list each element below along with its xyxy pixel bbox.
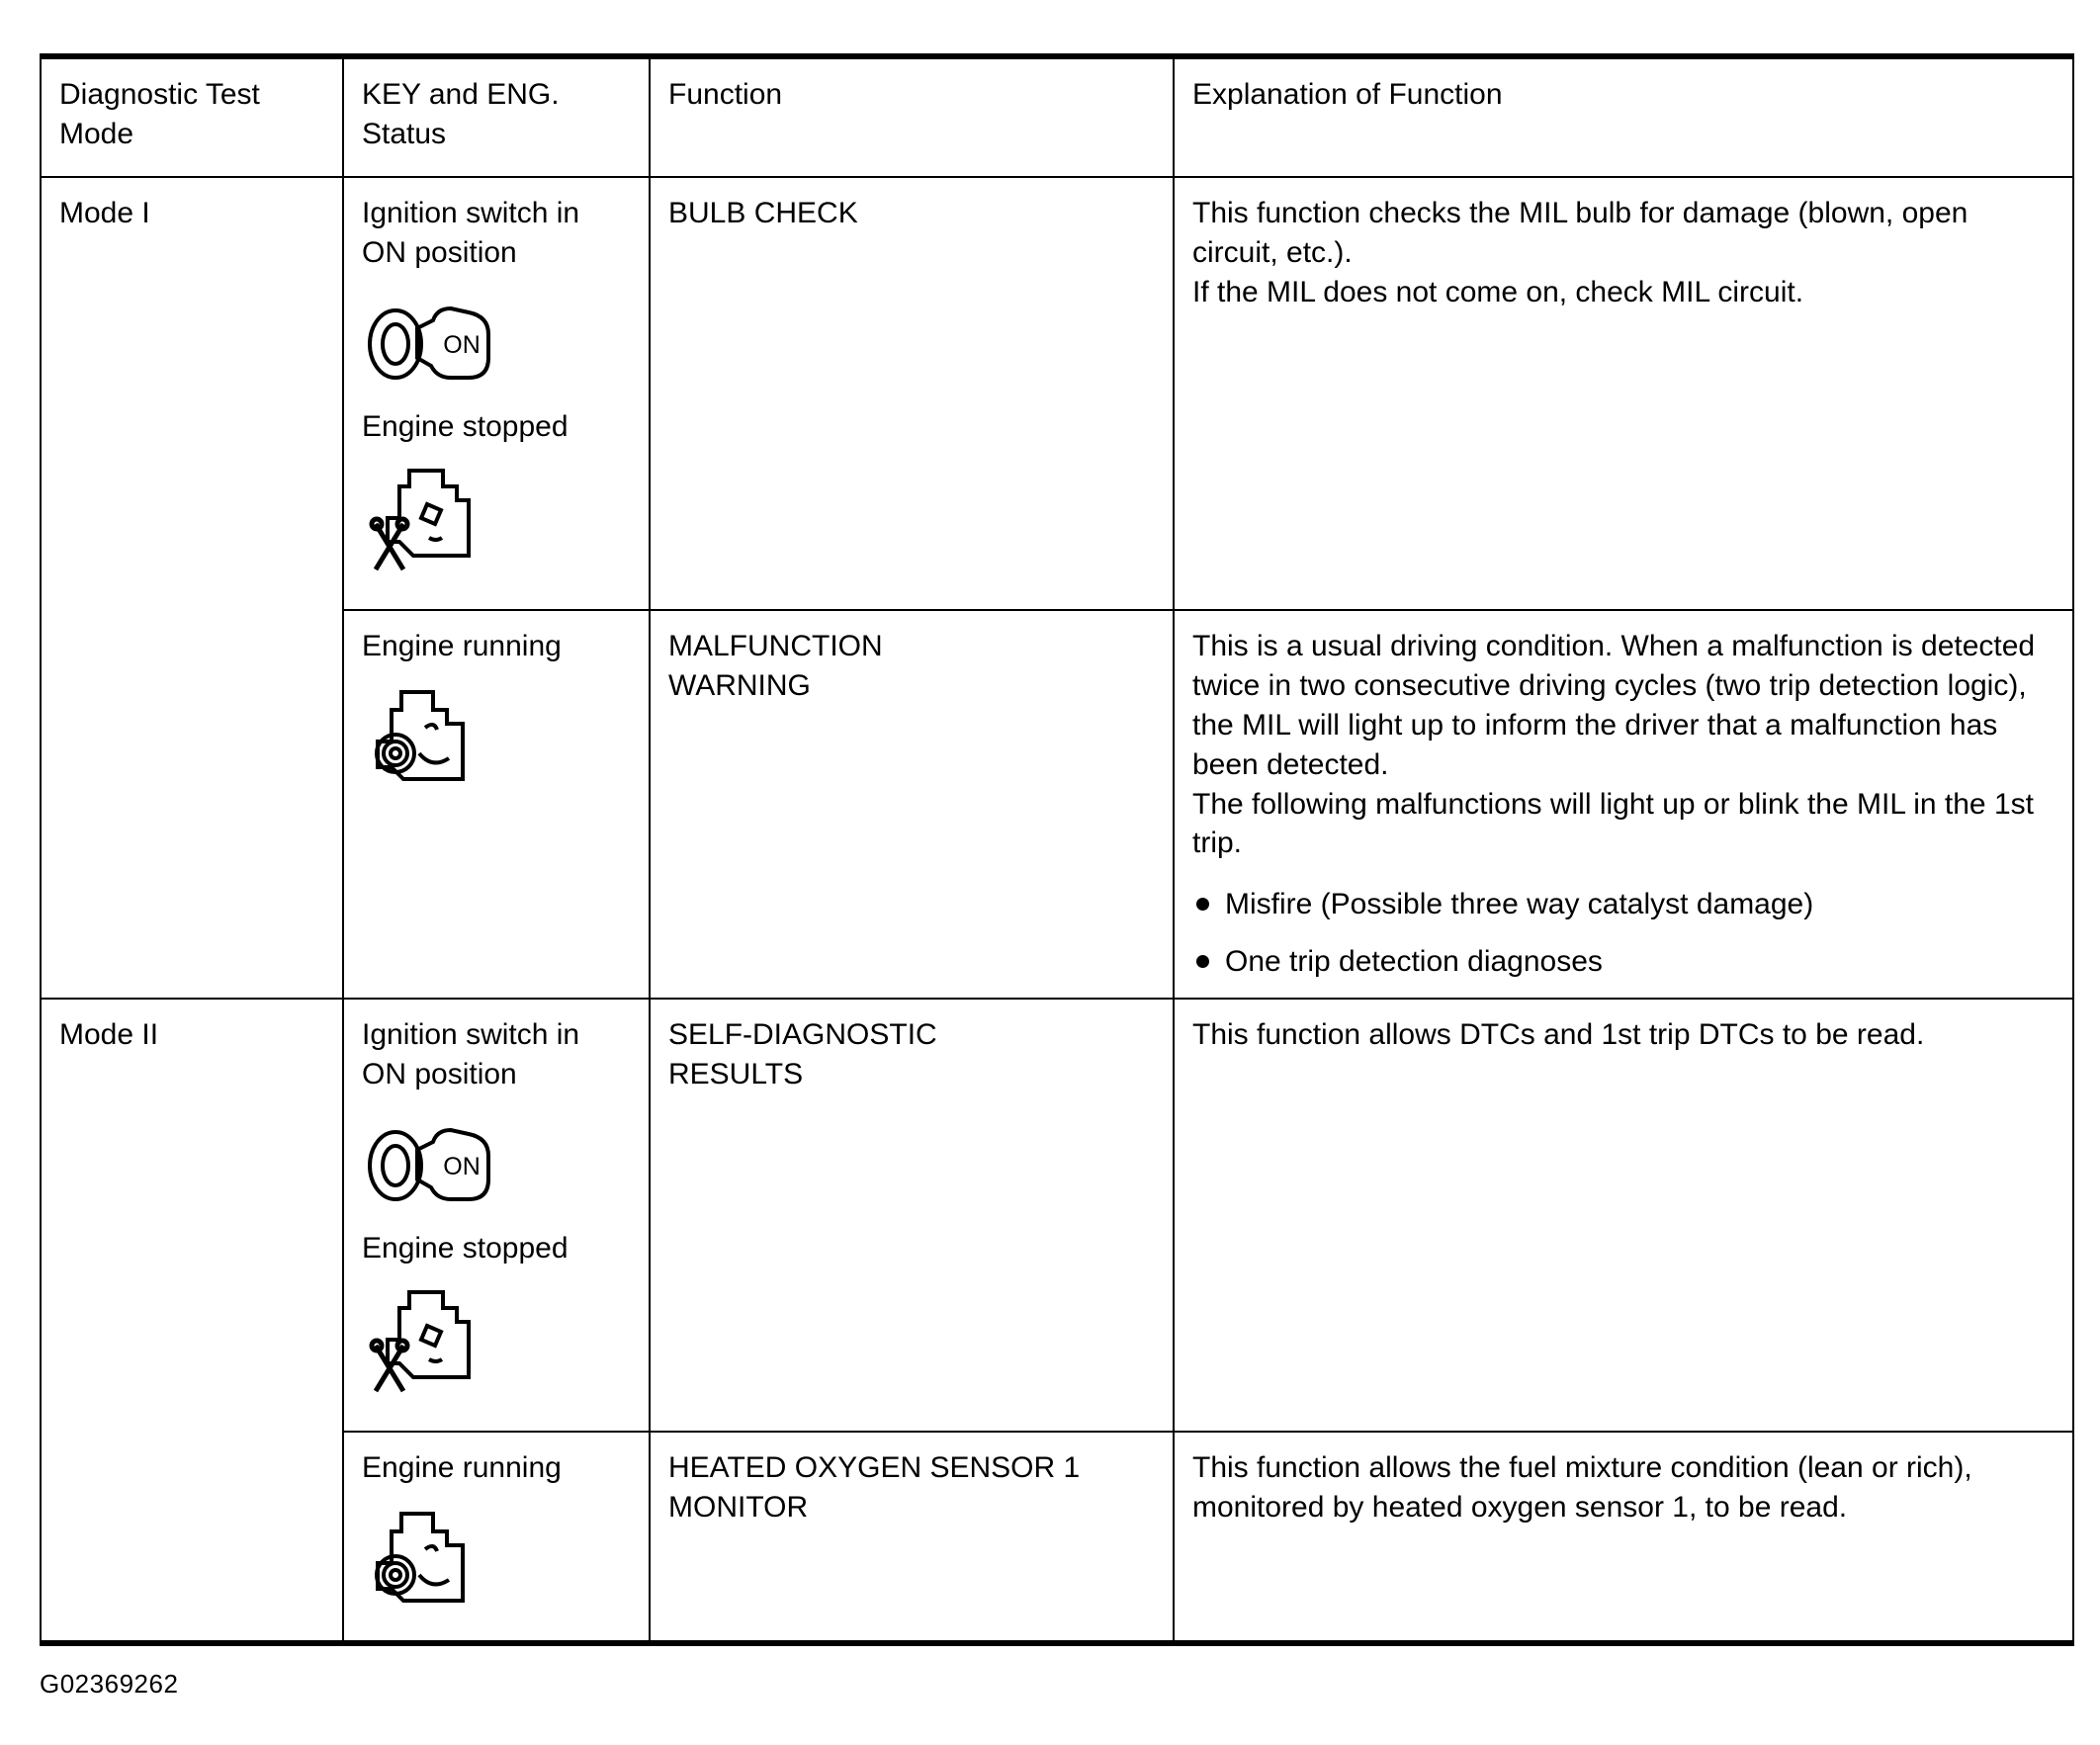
mode2-label-cell	[41, 999, 343, 1643]
mode2-row2-function-cell	[650, 1432, 1174, 1643]
bullet-item	[1192, 885, 2055, 924]
diagnostic-test-mode-table	[40, 53, 2074, 1646]
engine-running-icon	[366, 1502, 475, 1614]
mode2-row1-explanation-cell	[1174, 999, 2073, 1432]
function-text: SELF-DIAGNOSTIC	[668, 1018, 937, 1052]
bullet-text: One trip detection diagnoses	[1225, 945, 1603, 979]
mode1-row1-ignition-status: Ignition switch in ON position	[362, 197, 580, 269]
explanation-text: This function allows DTCs and 1st trip DTCs to be read.	[1192, 1018, 1925, 1052]
header-function: Function	[650, 56, 1174, 177]
bullet-dot-icon	[1196, 955, 1209, 968]
explanation-text: This is a usual driving condition. When a malfunction is detected twice in two consecutive driving cycles (two trip detection logic), the MIL will light up to inform the driver that a malfunction has been detected.	[1192, 630, 2036, 781]
mode1-row1-engine-status: Engine stopped	[362, 409, 569, 443]
engine-stopped-icon	[366, 461, 481, 577]
mode2-row1-ignition-status: Ignition switch in ON position	[362, 1018, 580, 1091]
explanation-text: If the MIL does not come on, check MIL circuit.	[1192, 275, 1804, 308]
bullet-text: Misfire (Possible three way catalyst damage)	[1225, 888, 1814, 921]
mode2-row1-status-cell	[343, 999, 650, 1432]
table-row	[41, 610, 2073, 999]
function-text: WARNING	[668, 668, 811, 702]
figure-id: G02369262	[40, 1669, 179, 1699]
table-row	[41, 1432, 2073, 1643]
manual-page	[40, 53, 2072, 1646]
explanation-text: This function checks the MIL bulb for damage (blown, open circuit, etc.).	[1192, 197, 1969, 269]
mode2-label: Mode II	[59, 1018, 159, 1052]
bullet-dot-icon	[1196, 898, 1209, 911]
mode1-row2-engine-status: Engine running	[362, 630, 562, 662]
header-explanation-of-function: Explanation of Function	[1174, 56, 2073, 177]
mode2-row2-status-cell	[343, 1432, 650, 1643]
mode1-row2-explanation-cell	[1174, 610, 2073, 999]
header-key-and-eng-status: KEY and ENG. Status	[343, 56, 650, 177]
function-text: RESULTS	[668, 1058, 804, 1091]
table-row	[41, 177, 2073, 610]
mode1-row1-status-cell	[343, 177, 650, 610]
function-text: MALFUNCTION	[668, 630, 883, 662]
bullet-item	[1192, 942, 2055, 982]
engine-running-icon	[366, 680, 475, 793]
mode1-row1-explanation-cell	[1174, 177, 2073, 610]
explanation-text: This function allows the fuel mixture condition (lean or rich), monitored by heated oxygen sensor 1, to be read.	[1192, 1451, 1972, 1525]
function-text: BULB CHECK	[668, 197, 858, 229]
table-row	[41, 999, 2073, 1432]
table-header-row	[41, 56, 2073, 177]
engine-stopped-icon	[366, 1282, 481, 1399]
function-text: HEATED OXYGEN SENSOR 1	[668, 1451, 1081, 1485]
explanation-text: The following malfunctions will light up or blink the MIL in the 1st trip.	[1192, 787, 2034, 860]
mode1-label-cell	[41, 177, 343, 999]
ignition-key-on-icon	[366, 1108, 496, 1219]
mode2-row1-engine-status: Engine stopped	[362, 1231, 569, 1265]
mode2-row1-function-cell	[650, 999, 1174, 1432]
ignition-key-on-icon	[366, 287, 496, 397]
mode2-row2-explanation-cell	[1174, 1432, 2073, 1643]
mode1-row2-status-cell	[343, 610, 650, 999]
mode1-label: Mode I	[59, 197, 150, 229]
mode1-row1-function-cell	[650, 177, 1174, 610]
mode2-row2-engine-status: Engine running	[362, 1451, 562, 1485]
header-diagnostic-test-mode: Diagnostic Test Mode	[41, 56, 343, 177]
mode1-row2-function-cell	[650, 610, 1174, 999]
function-text: MONITOR	[668, 1491, 809, 1525]
explanation-bullet-list	[1192, 885, 2055, 982]
